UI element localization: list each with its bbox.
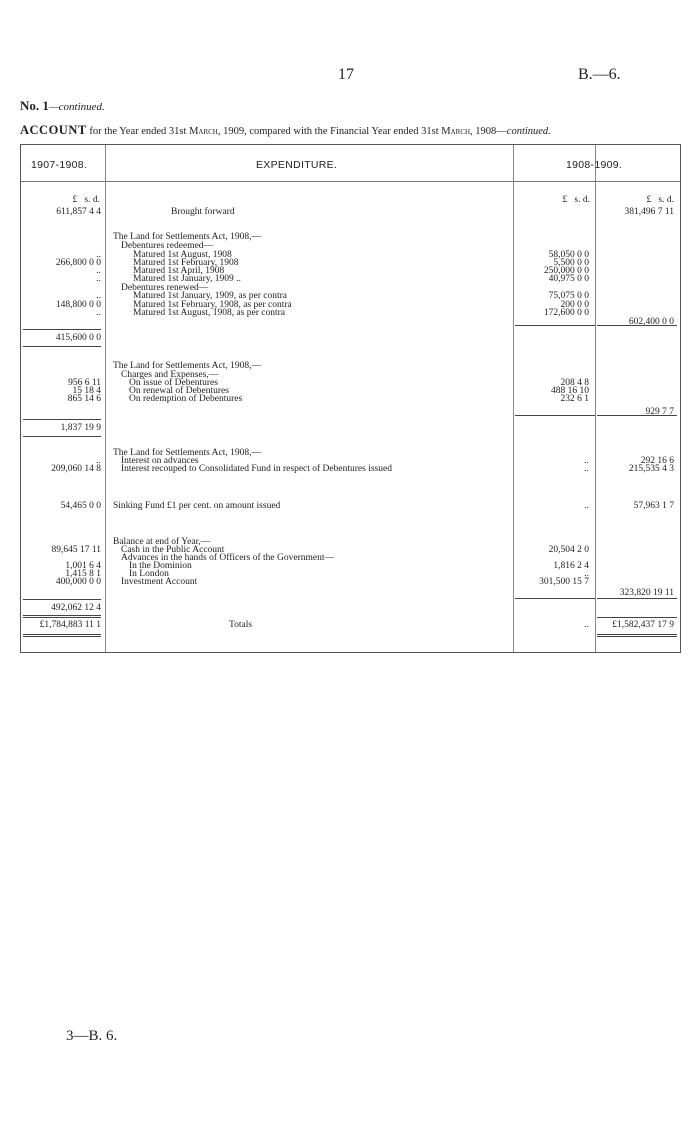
amount-1907-1908: 865 14 6 (67, 394, 101, 404)
amount-1907-1908: .. (96, 308, 101, 318)
amount-1907-1908: 266,800 0 0 (55, 258, 101, 268)
expenditure-item: Advances in the hands of Officers of the Government— (121, 553, 334, 563)
units-left: £ s. d. (72, 195, 100, 205)
amount-1908-1909-detail: 5,500 0 0 (553, 258, 589, 268)
expenditure-item: Debentures redeemed— (121, 241, 214, 251)
amount-1908-1909-total: 602,400 0 0 (628, 317, 674, 327)
expenditure-item: Matured 1st January, 1909, as per contra (133, 291, 287, 301)
amount-1908-1909-total: £1,582,437 17 9 (612, 620, 674, 630)
col-header-1909: 1908-1909. (566, 159, 623, 171)
amount-1908-1909-detail: .. (584, 569, 589, 579)
col-header-expenditure: EXPENDITURE. (256, 159, 338, 171)
amount-1908-1909-detail: 75,075 0 0 (548, 291, 589, 301)
amount-1908-1909-total: 215,535 4 3 (628, 464, 674, 474)
amount-1908-1909-detail: 40,975 0 0 (548, 274, 589, 284)
amount-1908-1909-detail: 301,500 15 7 (539, 577, 589, 587)
amount-1908-1909-detail: 488 16 10 (551, 386, 589, 396)
col-header-1907: 1907-1908. (31, 159, 88, 171)
amount-1908-1909-detail: .. (584, 501, 589, 511)
amount-1908-1909-detail: 208 4 8 (560, 378, 589, 388)
amount-1908-1909-total: 323,820 19 11 (619, 588, 674, 598)
amount-1907-1908: 400,000 0 0 (55, 577, 101, 587)
expenditure-item: Sinking Fund £1 per cent. on amount issued (113, 501, 281, 511)
amount-1908-1909-total: 929 7 7 (645, 407, 674, 417)
footer-ref: 3—B. 6. (66, 1028, 118, 1044)
amount-1908-1909-detail: .. (584, 464, 589, 474)
expenditure-item: In London (129, 569, 169, 579)
page-reference: B.—6. (578, 66, 621, 83)
amount-1907-1908: 89,645 17 11 (51, 545, 101, 555)
expenditure-item: On renewal of Debentures (129, 386, 229, 396)
amount-1908-1909-detail: 232 6 1 (560, 394, 589, 404)
expenditure-item: On redemption of Debentures (129, 394, 243, 404)
amount-1907-1908: 492,062 12 4 (51, 603, 101, 613)
amount-1908-1909-total: 292 16 6 (640, 456, 674, 466)
amount-1907-1908: 54,465 0 0 (60, 501, 101, 511)
expenditure-item: Balance at end of Year,— (113, 537, 211, 547)
amount-1907-1908: 956 6 11 (68, 378, 101, 388)
amount-1907-1908: .. (96, 274, 101, 284)
expenditure-item: Matured 1st August, 1908, as per contra (133, 308, 285, 318)
expenditure-item: Matured 1st February, 1908, as per contra (133, 300, 292, 310)
amount-1908-1909-detail: 20,504 2 0 (548, 545, 589, 555)
section-label: No. 1—continued. (20, 98, 105, 113)
units-right: £ s. d. (646, 195, 674, 205)
expenditure-item: Brought forward (171, 207, 235, 217)
expenditure-item: Matured 1st February, 1908 (133, 258, 239, 268)
amount-1907-1908: 1,001 6 4 (65, 561, 101, 571)
amount-1907-1908: £1,784,883 11 1 (39, 620, 101, 630)
amount-1908-1909-detail: 1,816 2 4 (553, 561, 589, 571)
expenditure-item: In the Dominion (129, 561, 192, 571)
amount-1907-1908: .. (96, 291, 101, 301)
amount-1908-1909-total: 57,963 1 7 (633, 501, 674, 511)
expenditure-item: Matured 1st August, 1908 (133, 250, 232, 260)
expenditure-item: Matured 1st April, 1908 (133, 266, 225, 276)
expenditure-item: Debentures renewed— (121, 283, 209, 293)
amount-1908-1909-total: 381,496 7 11 (624, 207, 674, 217)
amount-1908-1909-detail: 200 0 0 (560, 300, 589, 310)
expenditure-item: The Land for Settlements Act, 1908,— (113, 232, 262, 242)
expenditure-item: Totals (229, 620, 253, 630)
expenditure-item: Investment Account (121, 577, 198, 587)
amount-1908-1909-detail: 172,600 0 0 (543, 308, 589, 318)
page-number: 17 (338, 66, 354, 83)
expenditure-item: Cash in the Public Account (121, 545, 225, 555)
amount-1908-1909-detail: .. (584, 620, 589, 630)
amount-1907-1908: 1,837 19 9 (60, 423, 101, 433)
amount-1907-1908: 611,857 4 4 (56, 207, 101, 217)
amount-1908-1909-detail: 58,050 0 0 (548, 250, 589, 260)
amount-1907-1908: 148,800 0 0 (55, 300, 101, 310)
account-title: ACCOUNT for the Year ended 31st March, 1909, compared with the Financial Year ended 31st March, 1908—continued. (20, 123, 551, 137)
amount-1908-1909-detail: .. (584, 456, 589, 466)
amount-1907-1908: 1,415 8 1 (65, 569, 101, 579)
amount-1907-1908: .. (96, 250, 101, 260)
amount-1907-1908: .. (96, 266, 101, 276)
amount-1908-1909-detail: 250,000 0 0 (543, 266, 589, 276)
expenditure-item: On issue of Debentures (129, 378, 218, 388)
expenditure-item: Interest on advances (121, 456, 199, 466)
expenditure-item: Interest recouped to Consolidated Fund in respect of Debentures issued (121, 464, 392, 474)
units-mid: £ s. d. (562, 195, 590, 205)
expenditure-item: The Land for Settlements Act, 1908,— (113, 361, 262, 371)
expenditure-item: Matured 1st January, 1909 .. (133, 274, 241, 284)
expenditure-item: The Land for Settlements Act, 1908,— (113, 448, 262, 458)
expenditure-item: Charges and Expenses,— (121, 370, 219, 380)
amount-1907-1908: .. (96, 456, 101, 466)
expenditure-table (20, 144, 681, 653)
amount-1907-1908: 209,060 14 8 (51, 464, 101, 474)
amount-1907-1908: 15 18 4 (72, 386, 101, 396)
amount-1907-1908: 415,600 0 0 (55, 333, 101, 343)
